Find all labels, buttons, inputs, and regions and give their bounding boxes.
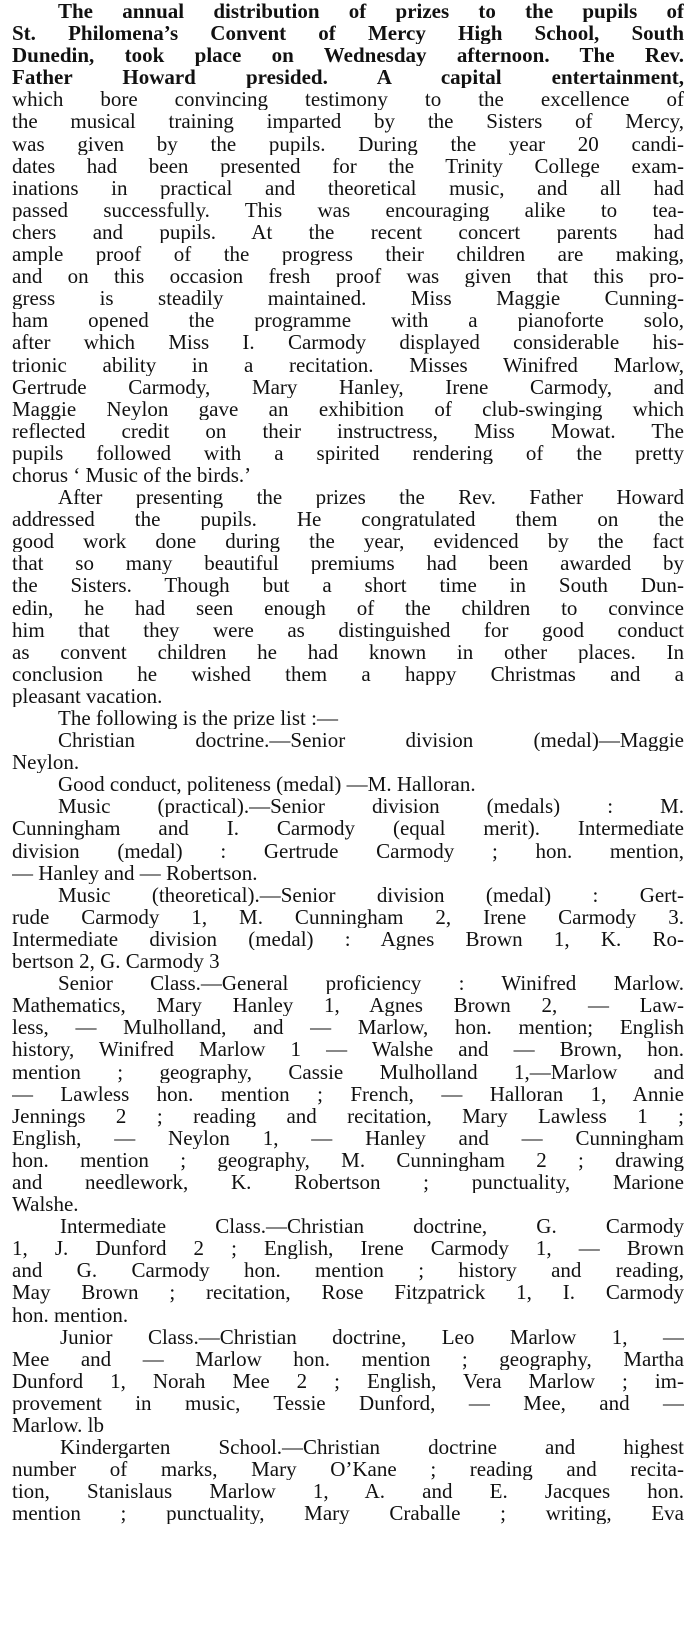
text-line: Jennings 2 ; reading and recitation, Mary Lawless 1 ; <box>12 1104 684 1127</box>
text-line: and G. Carmody hon. mention ; history and reading, <box>12 1259 684 1282</box>
text-line: Music (practical).—Senior division (medals) : M. <box>58 795 684 818</box>
text-line: was given by the pupils. During the year 20 candi- <box>12 132 684 155</box>
text-line: after which Miss I. Carmody displayed considerable his- <box>12 331 684 354</box>
text-line: Dunedin, took place on Wednesday afternoon. The Rev. <box>12 44 684 67</box>
text-line: hon. mention. <box>12 1303 129 1326</box>
text-line: Christian doctrine.—Senior division (medal)—Maggie <box>58 729 684 752</box>
text-line: trionic ability in a recitation. Misses Winifred Marlow, <box>12 353 684 376</box>
text-line: The annual distribution of prizes to the pupils of <box>58 0 684 23</box>
text-line: St. Philomena’s Convent of Mercy High School, South <box>12 22 684 45</box>
text-line: — Lawless hon. mention ; French, — Halloran 1, Annie <box>12 1082 684 1105</box>
text-line: Junior Class.—Christian doctrine, Leo Marlow 1, — <box>60 1325 684 1348</box>
text-line: The following is the prize list :— <box>58 707 338 730</box>
text-line: Senior Class.—General proficiency : Winifred Marlow. <box>58 972 684 995</box>
text-line: number of marks, Mary O’Kane ; reading and recita- <box>12 1458 684 1481</box>
text-line: good work done during the year, evidenced by the fact <box>12 530 684 553</box>
text-line: reflected credit on their instructress, Miss Mowat. The <box>12 419 684 442</box>
text-line: edin, he had seen enough of the children to convince <box>12 596 684 619</box>
text-line: Good conduct, politeness (medal) —M. Halloran. <box>58 773 476 796</box>
text-line: mention ; geography, Cassie Mulholland 1,—Marlow and <box>12 1060 684 1083</box>
text-line: passed successfully. This was encouraging alike to tea- <box>12 198 684 221</box>
text-line: the musical training imparted by the Sisters of Mercy, <box>12 110 684 133</box>
text-line: hon. mention ; geography, M. Cunningham 2 ; drawing <box>12 1148 684 1171</box>
text-line: rude Carmody 1, M. Cunningham 2, Irene Carmody 3. <box>12 905 684 928</box>
text-line: pleasant vacation. <box>12 684 163 707</box>
text-line: dates had been presented for the Trinity College exam- <box>12 154 684 177</box>
text-line: and on this occasion fresh proof was given that this pro- <box>12 265 684 288</box>
text-line: the Sisters. Though but a short time in South Dun- <box>12 574 684 597</box>
text-line: chorus ‘ Music of the birds.’ <box>12 463 252 487</box>
text-line: Intermediate division (medal) : Agnes Brown 1, K. Ro- <box>12 927 684 951</box>
text-line: gress is steadily maintained. Miss Maggie Cunning- <box>12 287 684 310</box>
text-line: addressed the pupils. He congratulated them on the <box>12 508 684 531</box>
text-line: Music (theoretical).—Senior division (medal) : Gert- <box>58 883 684 906</box>
text-line: May Brown ; recitation, Rose Fitzpatrick 1, I. Carmody <box>12 1281 684 1304</box>
text-line: him that they were as distinguished for good conduct <box>12 618 684 641</box>
text-line: Mee and — Marlow hon. mention ; geography, Martha <box>12 1347 684 1370</box>
text-line: Father Howard presided. A capital entertainment, <box>12 66 684 89</box>
text-line: division (medal) : Gertrude Carmody ; hon. mention, <box>12 839 684 862</box>
text-line: Neylon. <box>12 751 80 774</box>
text-line: less, — Mulholland, and — Marlow, hon. mention; English <box>12 1016 684 1039</box>
text-line: which bore convincing testimony to the excellence of <box>12 88 684 111</box>
text-line: that so many beautiful premiums had been awarded by <box>12 552 684 575</box>
text-line: chers and pupils. At the recent concert parents had <box>12 220 684 244</box>
text-line: English, — Neylon 1, — Hanley and — Cunningham <box>12 1126 684 1149</box>
text-line: Intermediate Class.—Christian doctrine, G. Carmody <box>60 1215 684 1238</box>
text-line: Walshe. <box>12 1193 79 1216</box>
text-line: provement in music, Tessie Dunford, — Mee, and — <box>12 1391 684 1414</box>
text-line: Maggie Neylon gave an exhibition of club-swinging which <box>12 397 684 420</box>
text-line: After presenting the prizes the Rev. Father Howard <box>58 486 684 509</box>
text-line: — Hanley and — Robertson. <box>12 861 258 884</box>
text-line: Gertrude Carmody, Mary Hanley, Irene Carmody, and <box>12 375 684 398</box>
text-line: and needlework, K. Robertson ; punctuality, Marione <box>12 1170 684 1194</box>
text-line: bertson 2, G. Carmody 3 <box>12 950 220 973</box>
text-line: Cunningham and I. Carmody (equal merit). Intermediate <box>12 817 684 840</box>
text-line: mention ; punctuality, Mary Craballe ; writing, Eva <box>12 1502 684 1525</box>
text-line: history, Winifred Marlow 1 — Walshe and — Brown, hon. <box>12 1038 684 1061</box>
text-line: Dunford 1, Norah Mee 2 ; English, Vera Marlow ; im- <box>12 1369 684 1392</box>
text-line: Marlow. lb <box>12 1414 104 1437</box>
text-line: ham opened the programme with a pianoforte solo, <box>12 309 684 332</box>
text-line: as convent children he had known in other places. In <box>12 640 684 663</box>
text-line: pupils followed with a spirited rendering of the pretty <box>12 441 684 464</box>
text-line: ample proof of the progress their children are making, <box>12 243 684 266</box>
text-line: inations in practical and theoretical music, and all had <box>12 176 684 199</box>
text-line: Mathematics, Mary Hanley 1, Agnes Brown 2, — Law- <box>12 994 684 1017</box>
text-line: Kindergarten School.—Christian doctrine and highest <box>60 1436 684 1459</box>
text-line: 1, J. Dunford 2 ; English, Irene Carmody 1, — Brown <box>12 1237 684 1260</box>
text-line: tion, Stanislaus Marlow 1, A. and E. Jacques hon. <box>12 1480 684 1503</box>
text-line: conclusion he wished them a happy Christmas and a <box>12 662 684 685</box>
